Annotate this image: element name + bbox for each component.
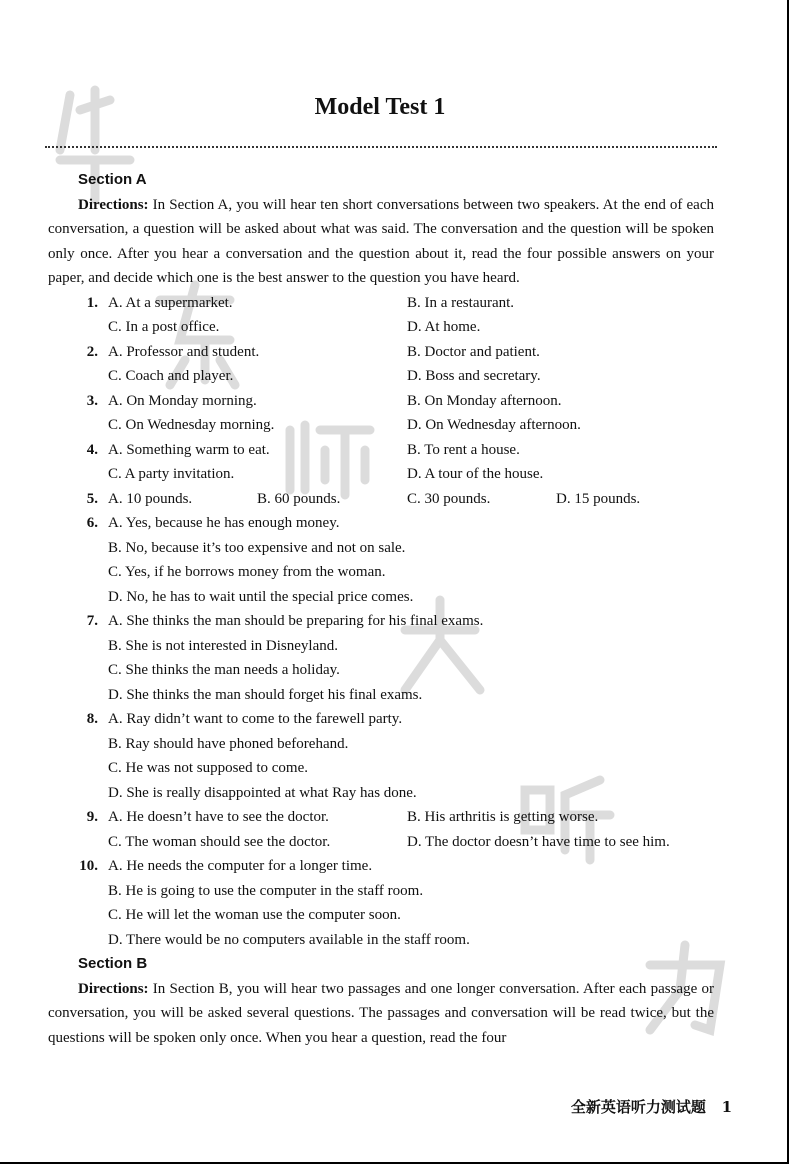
answer-option: D. There would be no computers available in the staff room. bbox=[108, 931, 470, 948]
answer-option: D. A tour of the house. bbox=[407, 466, 544, 482]
answer-option: C. On Wednesday morning. bbox=[108, 417, 275, 433]
page-footer bbox=[571, 1096, 732, 1117]
answer-option: C. She thinks the man needs a holiday. bbox=[108, 662, 340, 678]
answer-option: D. On Wednesday afternoon. bbox=[407, 417, 581, 433]
question-item bbox=[48, 511, 714, 609]
answer-option: B. His arthritis is getting worse. bbox=[407, 809, 599, 825]
question-number: 2. bbox=[86, 343, 98, 360]
directions-label: Directions: bbox=[78, 980, 149, 997]
answer-option: C. 30 pounds. bbox=[407, 490, 491, 507]
question-number: 10. bbox=[79, 858, 98, 874]
option-row bbox=[48, 585, 714, 610]
answer-option: B. In a restaurant. bbox=[407, 294, 515, 311]
section-b-heading: Section B bbox=[78, 955, 148, 972]
option-row bbox=[48, 781, 714, 806]
option-row bbox=[48, 315, 714, 340]
answer-option: C. The woman should see the doctor. bbox=[108, 833, 331, 850]
answer-option: A. He doesn’t have to see the doctor. bbox=[108, 809, 329, 825]
option-row bbox=[48, 413, 714, 438]
question-number: 3. bbox=[86, 392, 98, 409]
answer-option: C. Yes, if he borrows money from the woman. bbox=[108, 564, 386, 580]
answer-option: A. Something warm to eat. bbox=[108, 441, 270, 458]
answer-option: D. The doctor doesn’t have time to see him. bbox=[407, 833, 670, 850]
directions-text: In Section A, you will hear ten short conversations between two speakers. At the end of each conversation, a question will be asked about what was said. The conversation and the question will be spoken only once. After you hear a conversation and the question about it, read the four possible answers on your paper, and decide which one is the best answer to the question you have heard. bbox=[48, 196, 714, 286]
option-row bbox=[48, 364, 714, 389]
question-item bbox=[48, 609, 714, 707]
question-number: 9. bbox=[86, 809, 98, 825]
answer-option: A. She thinks the man should be preparing for his final exams. bbox=[108, 613, 484, 629]
option-row bbox=[48, 634, 714, 659]
section-a-directions bbox=[48, 193, 714, 291]
answer-option: A. On Monday morning. bbox=[108, 392, 257, 409]
question-list bbox=[48, 291, 714, 953]
option-row bbox=[48, 928, 714, 953]
answer-option: D. She thinks the man should forget his final exams. bbox=[108, 686, 423, 703]
section-a-heading: Section A bbox=[78, 171, 147, 188]
option-row bbox=[48, 389, 714, 414]
question-item bbox=[48, 438, 714, 487]
question-item bbox=[48, 291, 714, 340]
option-row bbox=[48, 536, 714, 561]
answer-option: D. 15 pounds. bbox=[556, 490, 641, 507]
answer-option: D. Boss and secretary. bbox=[407, 368, 541, 384]
option-row bbox=[48, 805, 714, 830]
option-row bbox=[48, 830, 714, 855]
answer-option: A. 10 pounds. bbox=[108, 490, 193, 507]
question-item bbox=[48, 340, 714, 389]
page-number: 1 bbox=[721, 1098, 732, 1116]
answer-option: D. No, he has to wait until the special price comes. bbox=[108, 588, 414, 605]
question-item bbox=[48, 707, 714, 805]
option-row bbox=[48, 487, 714, 512]
answer-option: B. He is going to use the computer in the staff room. bbox=[108, 882, 424, 899]
directions-label: Directions: bbox=[78, 196, 149, 213]
option-row bbox=[48, 756, 714, 781]
page-title: Model Test 1 bbox=[314, 94, 446, 120]
answer-option: A. Ray didn’t want to come to the farewell party. bbox=[108, 711, 403, 727]
option-row bbox=[48, 903, 714, 928]
question-number: 8. bbox=[86, 711, 98, 727]
directions-text: In Section B, you will hear two passages and one longer conversation. After each passage or conversation, you will be asked several questions. The passages and conversation will be read twice, but the questions will be spoken only once. When you hear a question, read the four bbox=[48, 980, 714, 1046]
answer-option: B. No, because it’s too expensive and not on sale. bbox=[108, 539, 406, 556]
question-number: 5. bbox=[86, 490, 98, 507]
option-row bbox=[48, 462, 714, 487]
option-row bbox=[48, 732, 714, 757]
question-number: 1. bbox=[86, 294, 98, 311]
section-b-directions bbox=[48, 977, 714, 1051]
option-row bbox=[48, 340, 714, 365]
answer-option: B. She is not interested in Disneyland. bbox=[108, 637, 338, 654]
question-item bbox=[48, 487, 714, 512]
option-row bbox=[48, 879, 714, 904]
question-number: 7. bbox=[86, 613, 98, 629]
option-row bbox=[48, 291, 714, 316]
answer-option: A. Yes, because he has enough money. bbox=[108, 515, 340, 531]
question-number: 4. bbox=[86, 441, 98, 458]
option-row bbox=[48, 609, 714, 634]
answer-option: B. On Monday afternoon. bbox=[407, 392, 562, 409]
option-row bbox=[48, 658, 714, 683]
answer-option: C. He will let the woman use the computer soon. bbox=[108, 907, 401, 923]
option-row bbox=[48, 707, 714, 732]
answer-option: D. She is really disappointed at what Ray has done. bbox=[108, 784, 417, 801]
option-row bbox=[48, 683, 714, 708]
answer-option: B. 60 pounds. bbox=[257, 490, 341, 507]
answer-option: B. To rent a house. bbox=[407, 441, 520, 458]
answer-option: C. In a post office. bbox=[108, 319, 220, 335]
question-item bbox=[48, 805, 714, 854]
dotted-divider bbox=[45, 146, 717, 148]
answer-option: A. At a supermarket. bbox=[108, 294, 233, 311]
answer-option: A. He needs the computer for a longer time. bbox=[108, 858, 373, 874]
question-number: 6. bbox=[86, 515, 98, 531]
page-content bbox=[48, 168, 714, 1050]
answer-option: C. Coach and player. bbox=[108, 368, 234, 384]
question-item bbox=[48, 854, 714, 952]
answer-option: C. He was not supposed to come. bbox=[108, 760, 308, 776]
answer-option: B. Doctor and patient. bbox=[407, 343, 540, 360]
option-row bbox=[48, 511, 714, 536]
answer-option: B. Ray should have phoned beforehand. bbox=[108, 735, 349, 752]
answer-option: C. A party invitation. bbox=[108, 466, 235, 482]
option-row bbox=[48, 560, 714, 585]
option-row bbox=[48, 854, 714, 879]
answer-option: A. Professor and student. bbox=[108, 343, 260, 360]
option-row bbox=[48, 438, 714, 463]
answer-option: D. At home. bbox=[407, 319, 481, 335]
question-item bbox=[48, 389, 714, 438]
book-title: 全新英语听力测试题 bbox=[570, 1098, 706, 1116]
